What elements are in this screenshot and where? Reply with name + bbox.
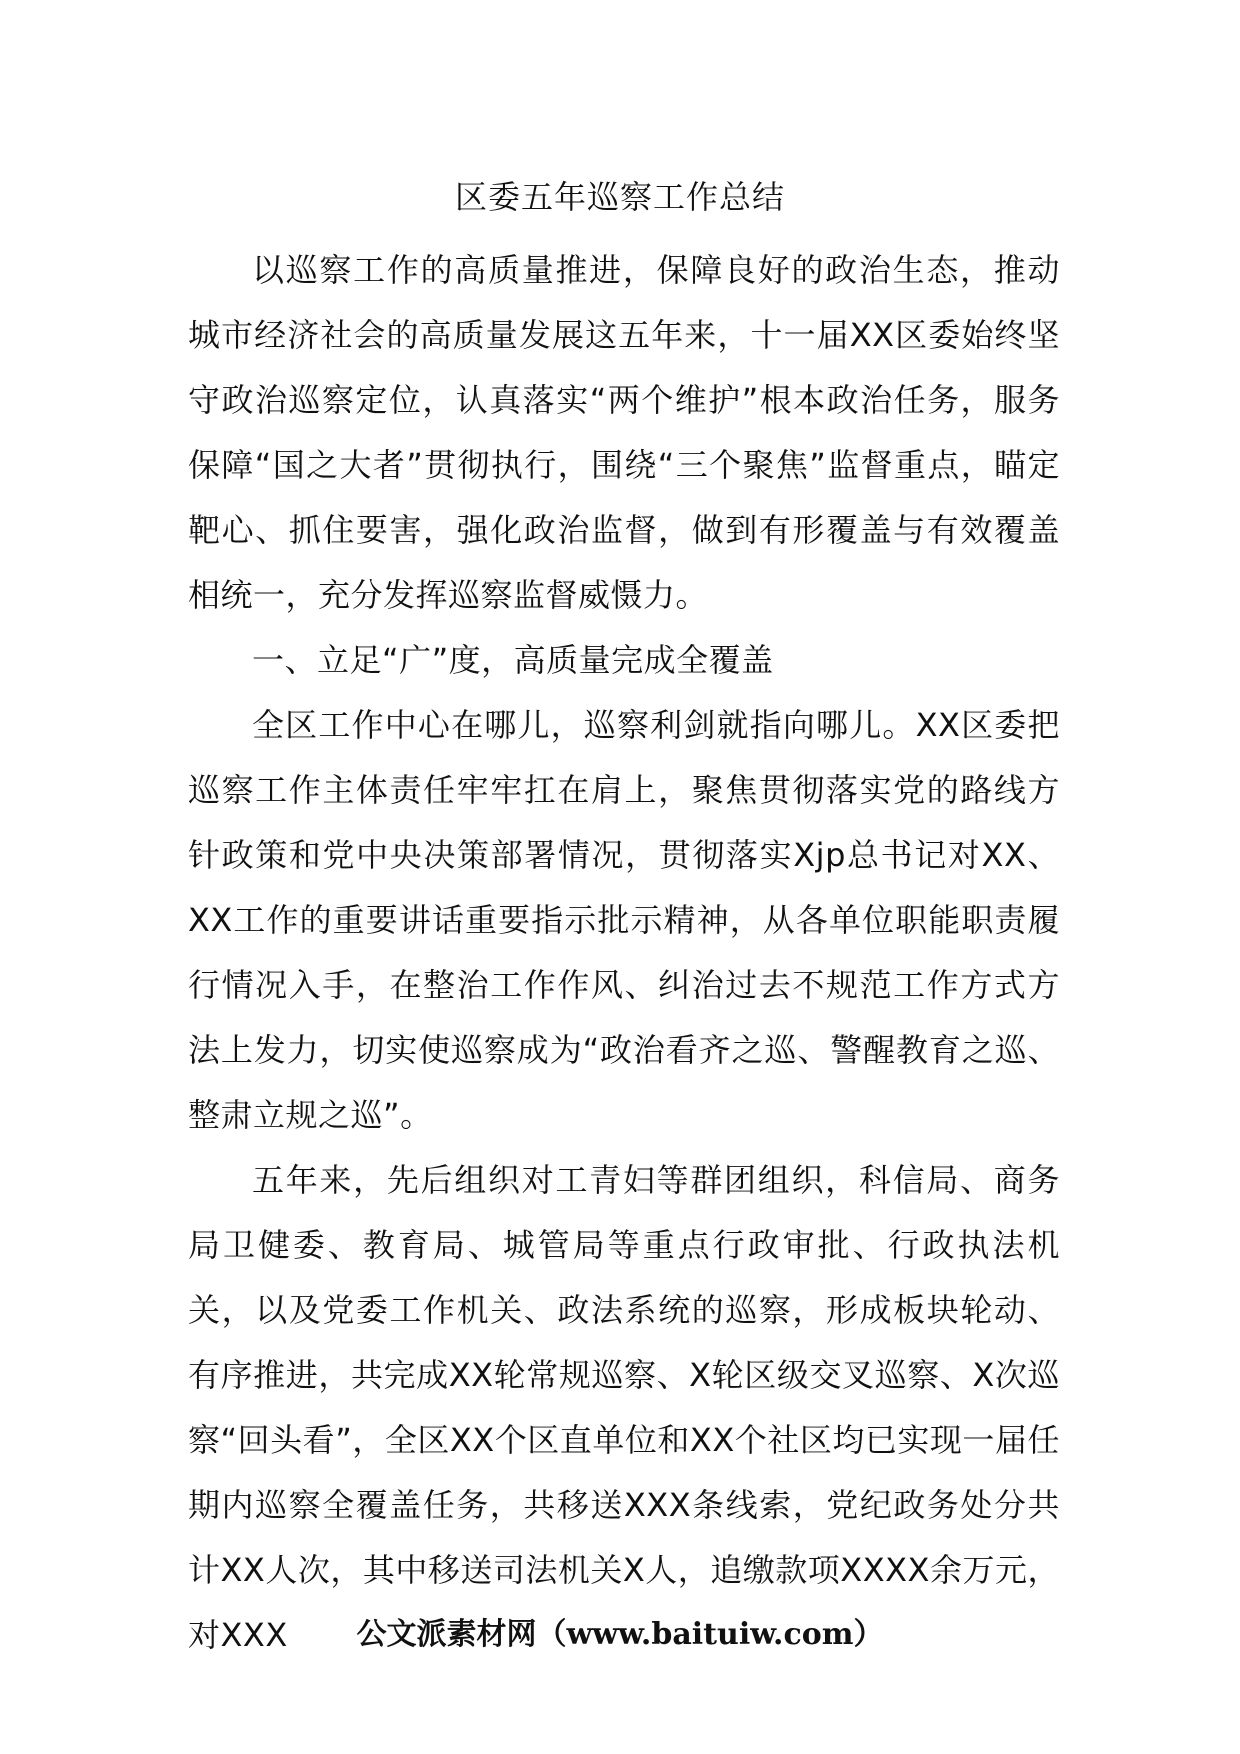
paragraph-section-1-b: 五年来，先后组织对工青妇等群团组织，科信局、商务局卫健委、教育局、城管局等重点行政审批、行政执法机关，以及党委工作机关、政法系统的巡察，形成板块轮动、有序推进，共完成XX轮常规巡察、X轮区级交叉巡察、X次巡察“回头看”，全区XX个区直单位和XX个社区均已实现一届任期内巡察全覆盖任务，共移送XXX条线索，党纪政务处分共计XX人次，其中移送司法机关X人，追缴款项XXXX余万元，对XXX <box>188 1161 1060 1654</box>
document-title: 区委五年巡察工作总结 <box>454 178 785 216</box>
document-body <box>188 238 1060 1668</box>
footer-watermark: 公文派素材网（www.baituiw.com） <box>356 1617 884 1652</box>
section-heading-1: 一、立足“广”度，高质量完成全覆盖 <box>252 641 774 679</box>
paragraph-intro: 以巡察工作的高质量推进，保障良好的政治生态，推动城市经济社会的高质量发展这五年来，十一届XX区委始终坚守政治巡察定位，认真落实“两个维护”根本政治任务，服务保障“国之大者”贯彻执行，围绕“三个聚焦”监督重点，瞄定靶心、抓住要害，强化政治监督，做到有形覆盖与有效覆盖相统一，充分发挥巡察监督威慑力。 <box>188 251 1060 614</box>
paragraph-section-1-a: 全区工作中心在哪儿，巡察利剑就指向哪儿。XX区委把巡察工作主体责任牢牢扛在肩上，聚焦贯彻落实党的路线方针政策和党中央决策部署情况，贯彻落实Xjp总书记对XX、XX工作的重要讲话重要指示批示精神，从各单位职能职责履行情况入手，在整治工作作风、纠治过去不规范工作方式方法上发力，切实使巡察成为“政治看齐之巡、警醒教育之巡、整肃立规之巡”。 <box>188 706 1060 1134</box>
